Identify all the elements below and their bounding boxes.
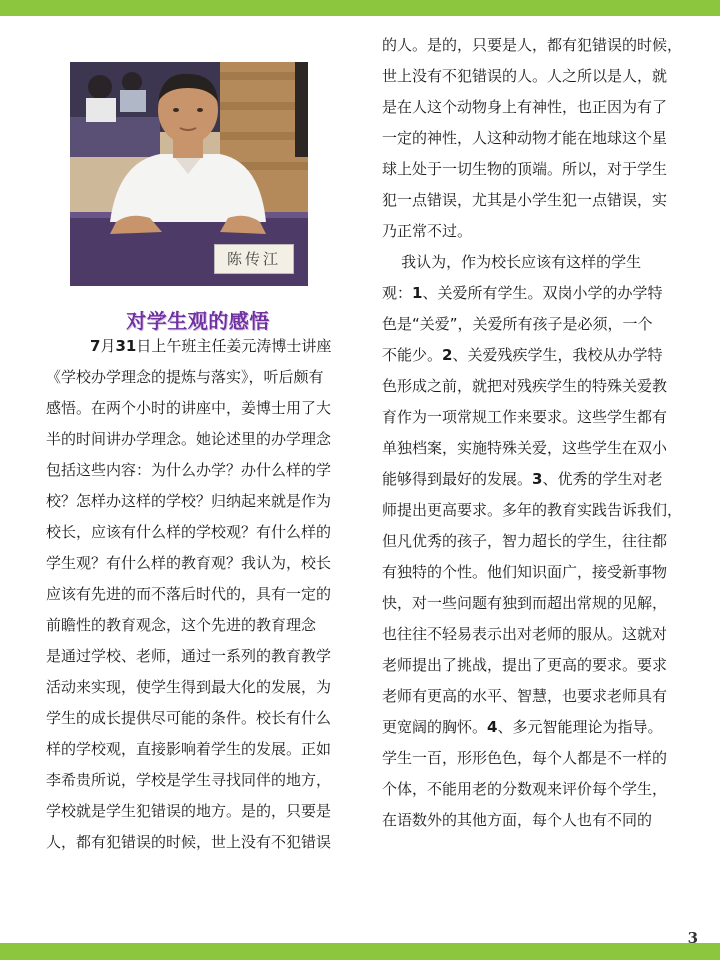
right-text-line: 学生一百，形形色色，每个人都是不一样的 xyxy=(382,749,668,767)
right-text-line: 快，对一些问题有独到而超出常规的见解， xyxy=(382,594,668,612)
left-text-line: 7月31日上午班主任姜元涛博士讲座 xyxy=(90,337,332,355)
article-title: 对学生观的感悟 xyxy=(126,309,270,333)
right-text-line: 能够得到最好的发展。3、优秀的学生对老 xyxy=(382,470,663,488)
bottom-accent-bar xyxy=(0,943,720,960)
right-text-line: 也往往不轻易表示出对老师的服从。这就对 xyxy=(382,625,668,643)
right-text-line: 我认为，作为校长应该有这样的学生 xyxy=(382,253,642,271)
right-text-line: 师提出更高要求。多年的教育实践告诉我们， xyxy=(382,501,683,519)
right-text-line: 有独特的个性。他们知识面广，接受新事物 xyxy=(382,563,668,581)
right-text-line: 的人。是的，只要是人，都有犯错误的时候， xyxy=(382,36,683,54)
right-text-line: 老师有更高的水平、智慧，也要求老师具有 xyxy=(382,687,668,705)
right-text-line: 个体，不能用老的分数观来评价每个学生， xyxy=(382,780,668,798)
left-text-line: 学校就是学生犯错误的地方。是的，只要是 xyxy=(46,802,332,820)
right-text-line: 更宽阔的胸怀。4、多元智能理论为指导。 xyxy=(382,718,663,736)
right-text-line: 乃正常不过。 xyxy=(382,222,473,240)
left-text-line: 校？怎样办这样的学校？归纳起来就是作为 xyxy=(46,492,332,510)
left-text-line: 《学校办学理念的提炼与落实》，听后颇有 xyxy=(46,368,324,386)
left-text-line: 活动来实现，使学生得到最大化的发展，为 xyxy=(46,678,332,696)
right-text-line: 单独档案，实施特殊关爱，这些学生在双小 xyxy=(382,439,668,457)
right-text-line: 犯一点错误，尤其是小学生犯一点错误，实 xyxy=(382,191,668,209)
right-text-line: 但凡优秀的孩子，智力超长的学生，往往都 xyxy=(382,532,668,550)
left-text-line: 校长，应该有什么样的学校观？有什么样的 xyxy=(46,523,332,541)
right-text-line: 老师提出了挑战，提出了更高的要求。要求 xyxy=(382,656,668,674)
page-number: 3 xyxy=(687,929,698,947)
left-text-line: 学生的成长提供尽可能的条件。校长有什么 xyxy=(46,709,332,727)
left-text-line: 包括这些内容：为什么办学？办什么样的学 xyxy=(46,461,332,479)
left-text-line: 感悟。在两个小时的讲座中，姜博士用了大 xyxy=(46,399,332,417)
article-right-column xyxy=(382,30,700,836)
left-text-line: 样的学校观，直接影响着学生的发展。正如 xyxy=(46,740,332,758)
right-text-line: 在语数外的其他方面，每个人也有不同的 xyxy=(382,811,653,829)
right-text-line: 球上处于一切生物的顶端。所以，对于学生 xyxy=(382,160,668,178)
left-text-line: 半的时间讲办学理念。她论述里的办学理念 xyxy=(46,430,332,448)
left-text-line: 李希贵所说，学校是学生寻找同伴的地方， xyxy=(46,771,332,789)
article-left-column xyxy=(46,331,356,858)
left-text-line: 人，都有犯错误的时候，世上没有不犯错误 xyxy=(46,833,332,851)
top-accent-bar xyxy=(0,0,720,16)
right-text-line: 不能少。2、关爱残疾学生，我校从办学特 xyxy=(382,346,663,364)
left-text-line: 前瞻性的教育观念，这个先进的教育理念 xyxy=(46,616,317,634)
author-photo xyxy=(70,62,308,286)
right-text-line: 一定的神性，人这种动物才能在地球这个星 xyxy=(382,129,668,147)
right-text-line: 是在人这个动物身上有神性，也正因为有了 xyxy=(382,98,668,116)
right-text-line: 育作为一项常规工作来要求。这些学生都有 xyxy=(382,408,668,426)
left-text-line: 是通过学校、老师，通过一系列的教育教学 xyxy=(46,647,332,665)
right-text-line: 观：1、关爱所有学生。双岗小学的办学特 xyxy=(382,284,663,302)
photo-caption: 陈传江 xyxy=(214,244,294,274)
right-text-line: 色是“关爱”，关爱所有孩子是必须，一个 xyxy=(382,315,653,333)
left-text-line: 应该有先进的而不落后时代的，具有一定的 xyxy=(46,585,332,603)
left-text-line: 学生观？有什么样的教育观？我认为，校长 xyxy=(46,554,332,572)
right-text-line: 世上没有不犯错误的人。人之所以是人，就 xyxy=(382,67,668,85)
right-text-line: 色形成之前，就把对残疾学生的特殊关爱教 xyxy=(382,377,668,395)
